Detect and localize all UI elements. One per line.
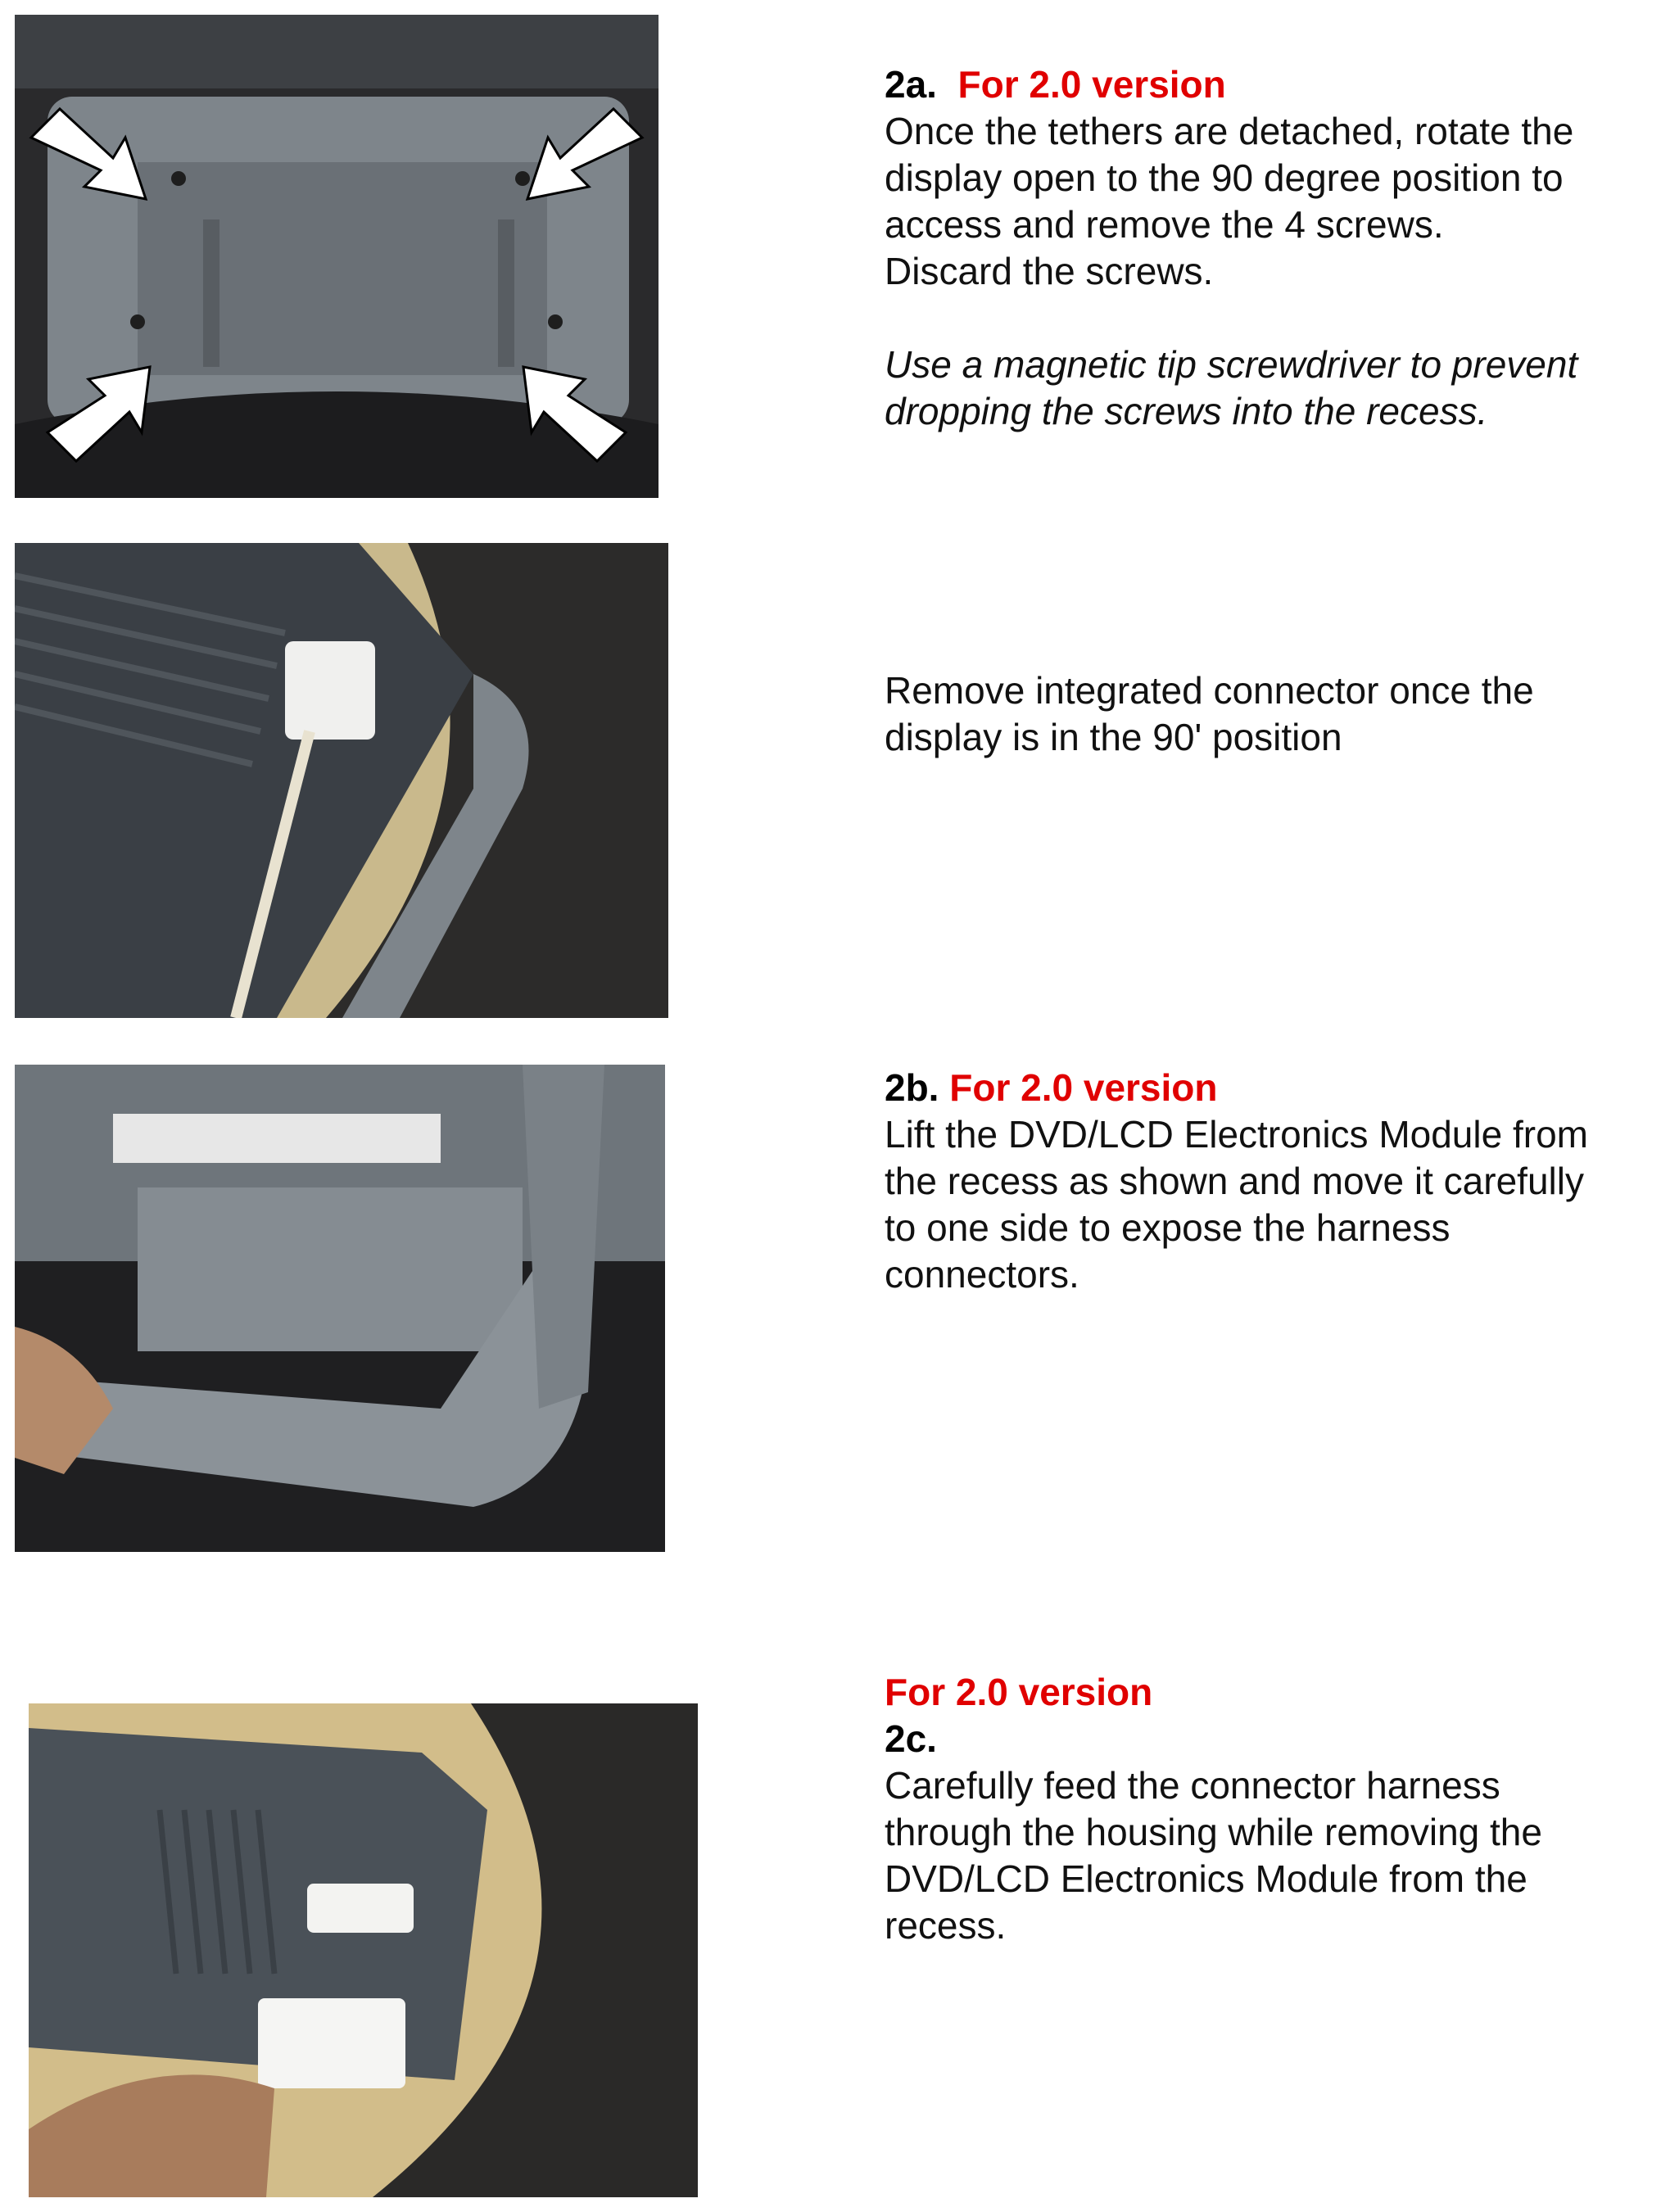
instruction-line: through the housing while removing the: [885, 1811, 1542, 1853]
tip-line: Use a magnetic tip screwdriver to prevent: [885, 343, 1578, 386]
tip-line: dropping the screws into the recess.: [885, 390, 1488, 432]
step-label-2c: 2c.: [885, 1717, 937, 1760]
instruction-line: to one side to expose the harness: [885, 1206, 1451, 1249]
section-2c-text: [885, 1669, 1654, 1949]
version-label-2a: For 2.0 version: [957, 63, 1226, 106]
section-2b-text: [885, 1065, 1654, 1298]
photo-lift-module: [15, 1065, 665, 1552]
section-2a-text: [885, 61, 1654, 435]
instruction-line: Discard the screws.: [885, 250, 1214, 292]
instruction-line: the recess as shown and move it carefully: [885, 1160, 1584, 1202]
instruction-line: Once the tethers are detached, rotate the: [885, 110, 1574, 152]
instruction-line: DVD/LCD Electronics Module from the: [885, 1857, 1527, 1900]
instruction-line: display open to the 90 degree position to: [885, 156, 1564, 199]
step-label-2b: 2b.: [885, 1066, 939, 1109]
section-2a-heading: [885, 61, 1654, 108]
instruction-line: connectors.: [885, 1253, 1079, 1296]
section-2b-heading: [885, 1065, 1654, 1111]
step-label-2a: 2a.: [885, 63, 937, 106]
photo-screw-locations: [15, 15, 659, 498]
instruction-line: Lift the DVD/LCD Electronics Module from: [885, 1113, 1588, 1156]
photo-feed-harness: [29, 1703, 698, 2197]
photo-integrated-connector: [15, 543, 668, 1018]
section-connector-text: [885, 667, 1654, 761]
instruction-line: access and remove the 4 screws.: [885, 203, 1444, 246]
version-label-2c: For 2.0 version: [885, 1671, 1153, 1713]
version-label-2b: For 2.0 version: [949, 1066, 1218, 1109]
instruction-line: Remove integrated connector once the: [885, 669, 1534, 712]
instruction-line: recess.: [885, 1904, 1007, 1947]
instruction-line: Carefully feed the connector harness: [885, 1764, 1500, 1807]
instruction-line: display is in the 90' position: [885, 716, 1342, 758]
